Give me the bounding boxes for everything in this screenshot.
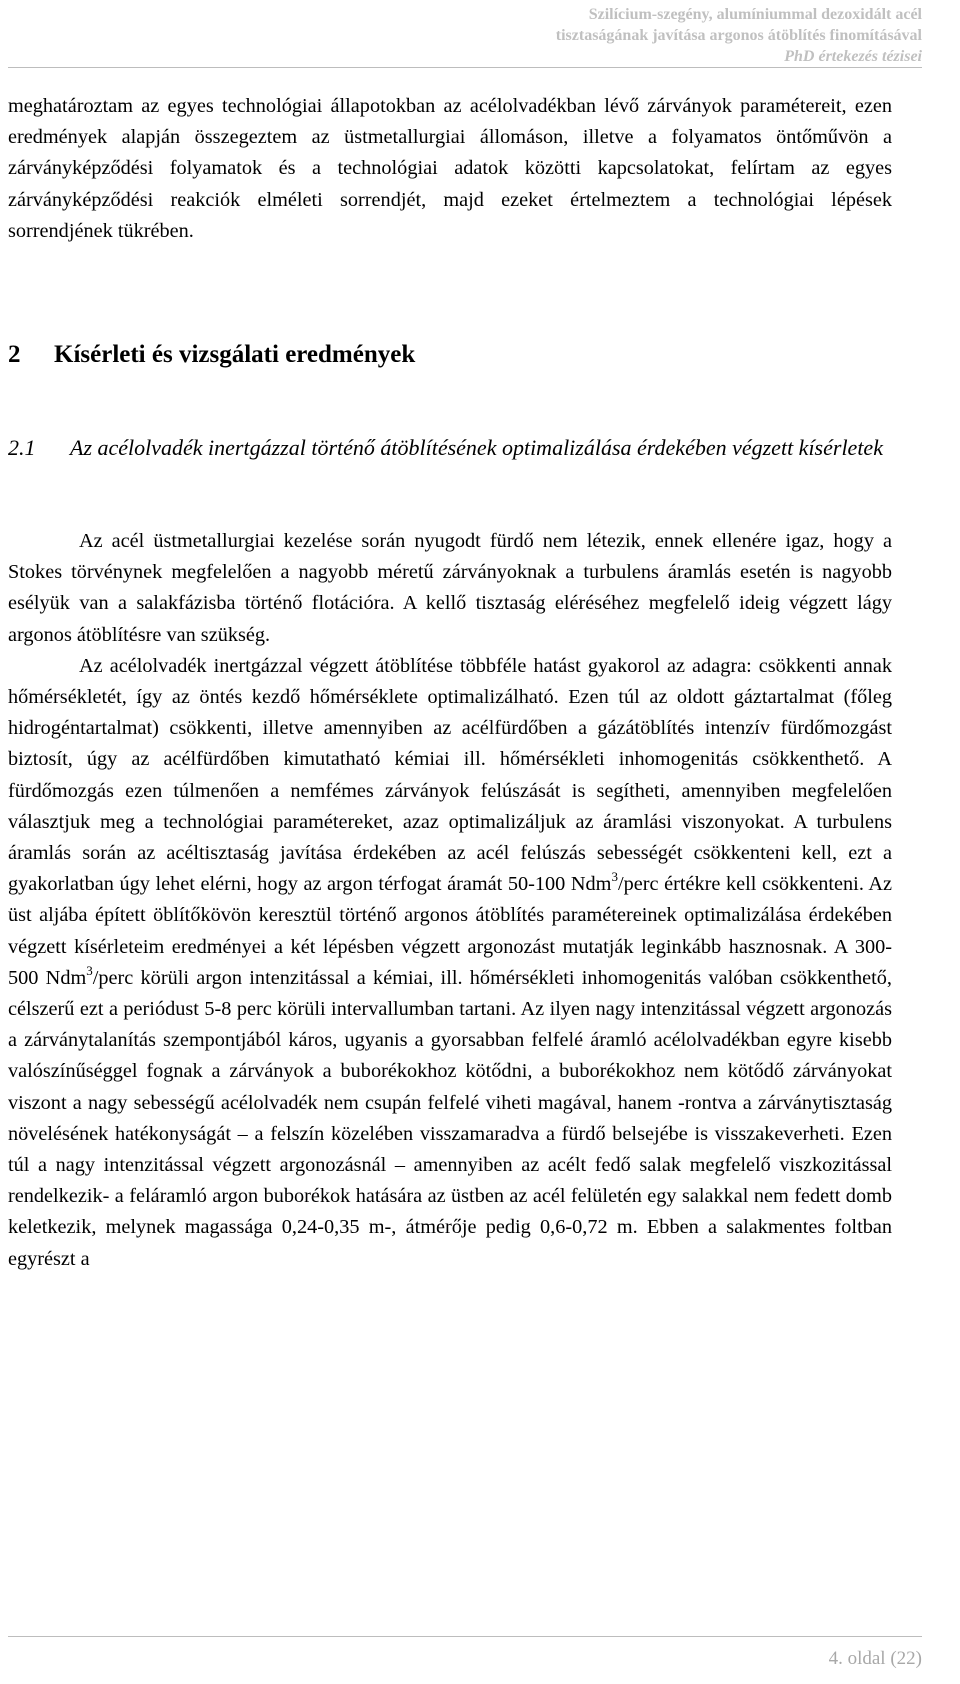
- superscript-3: 3: [86, 962, 93, 978]
- intro-paragraph: [8, 91, 892, 247]
- section-heading: [8, 338, 415, 372]
- subsection-number: 2.1: [8, 435, 36, 460]
- paragraph-2-part-1: Az acélolvadék inertgázzal végzett átöblítése többféle hatást gyakorol az adagra: csökkenti annak hőmérsékletét, így az öntés kezdő hőmérséklete optimalizálható. Ezen túl az oldott gáztartalmat (főleg hidrogéntartalmat) csökkenti, illetve amennyiben az acélfürdőben a gázátöblítés intenzív fürdőmozgást biztosít, úgy az acélfürdőben kimutatható kémiai ill. hőmérsékleti inhomogenitás csökkenthető. A fürdőmozgás ezen túlmenően a nemfémes zárványok felúszását is segítheti, amennyiben megfelelően választjuk meg a technológiai paramétereket, azaz optimalizáljuk az áramlási viszonyokat. A turbulens áramlás során az acéltisztaság javítása érdekében az acél felúszás sebességét csökkenteni kell, ezt a gyakorlatban úgy lehet elérni, hogy az argon térfogat áramát 50-100 Ndm: [8, 654, 892, 896]
- running-header: [556, 4, 922, 67]
- section-title: Kísérleti és vizsgálati eredmények: [54, 341, 416, 368]
- header-subtitle: PhD értekezés tézisei: [784, 48, 922, 65]
- header-divider: [8, 67, 922, 68]
- superscript-3: 3: [611, 869, 618, 885]
- subsection-heading: [8, 432, 892, 464]
- paragraph-2-part-2: /perc értékre kell csökkenteni. Az üst aljába épített öblítőkövön keresztül történő argonos átöblítés paramétereinek optimalizálása érdekében végzett kísérleteim eredményei a két lépésben végzett argonozást mutatják leginkább hasznosnak. A 300-500 Ndm: [8, 873, 893, 989]
- header-title-line1: Szilícium-szegény, alumíniummal dezoxidált acél: [588, 6, 922, 23]
- paragraph-2: [8, 651, 892, 1275]
- subsection-title: Az acélolvadék inertgázzal történő átöblítésének optimalizálása érdekében végzett kísérletek: [70, 435, 883, 460]
- header-title-line2: tisztaságának javítása argonos átöblítés finomításával: [555, 27, 922, 44]
- paragraph-2-part-3: /perc körüli argon intenzitással a kémiai, ill. hőmérsékleti inhomogenitás valóban csökkenthető, célszerű ezt a periódust 5-8 perc körüli intervallumban tartani. Az ilyen nagy intenzitással végzett argonozás a zárványtalanítás szempontjából káros, ugyanis a gyorsabban felfelé áramló acélolvadékban egyre kisebb valószínűséggel fognak a zárványok a buborékokhoz kötődni, a buborékokhoz nem kötődő zárványokat viszont a nagy sebességű acélolvadék nem csupán felfelé viheti magával, hanem -rontva a zárványtisztaság növelésének hatékonyságát – a felszín közelében visszamaradva a fürdő belsejébe is visszakeverheti. Ezen túl a nagy intenzitással végzett argonozásnál – amennyiben az acélt fedő salak megfelelő viszkozitással rendelkezik- a feláramló argon buborékok hatására az üstben az acél felületén egy salakkal nem fedett domb keletkezik, melynek magassága 0,24-0,35 m-, átmérője pedig 0,6-0,72 m. Ebben a salakmentes foltban egyrészt a: [8, 966, 892, 1270]
- main-text: [8, 526, 892, 1275]
- footer-divider: [8, 1636, 922, 1637]
- paragraph-1: Az acél üstmetallurgiai kezelése során nyugodt fürdő nem létezik, ennek ellenére igaz, hogy a Stokes törvénynek megfelelően a nagyobb méretű zárványoknak a turbulens áramlás esetén is nagyobb esélyük van a salakfázisba történő flotációra. A kellő tisztaság eléréséhez megfelelő ideig végzett lágy argonos átöblítésre van szükség.: [8, 530, 892, 646]
- page-number: 4. oldal (22): [828, 1648, 922, 1669]
- intro-paragraph-text: meghatároztam az egyes technológiai állapotokban az acélolvadékban lévő zárványok paramétereit, ezen eredmények alapján összegeztem az üstmetallurgiai állomáson, illetve a folyamatos öntőművön a zárványképződési folyamatok és a technológiai adatok közötti kapcsolatokat, felírtam az egyes zárványképződési reakciók elméleti sorrendjét, majd ezeket értelmeztem a technológiai lépések sorrendjének tükrében.: [8, 95, 892, 242]
- section-number: 2: [8, 341, 21, 368]
